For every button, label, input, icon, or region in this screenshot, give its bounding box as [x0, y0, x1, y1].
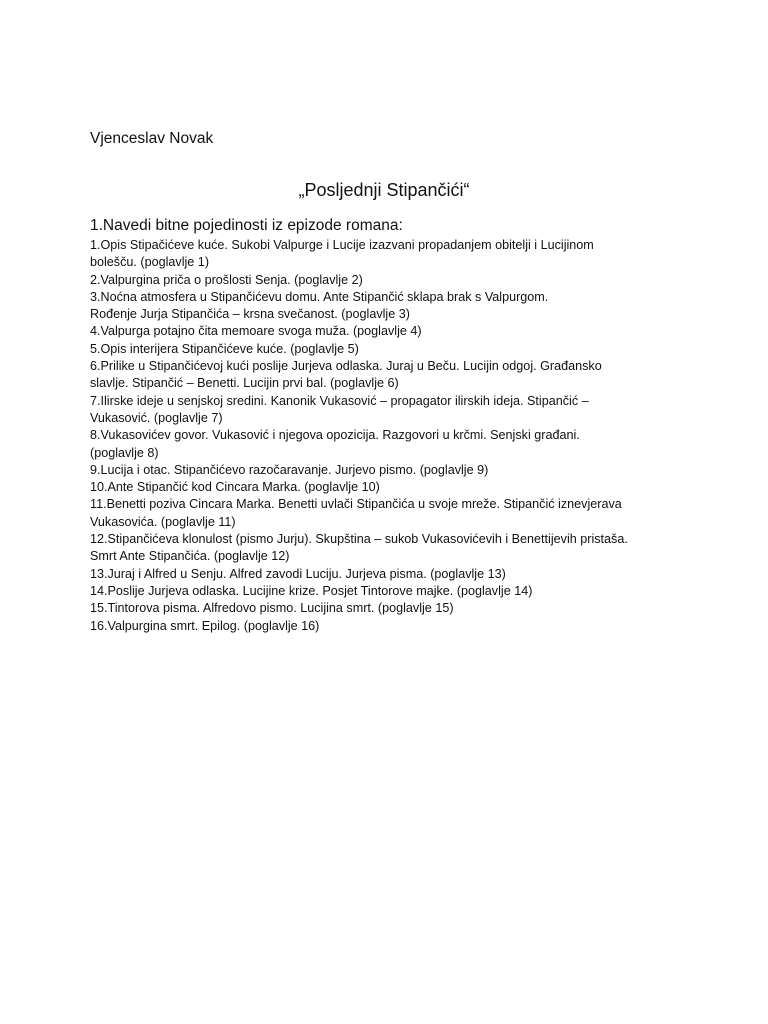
chapter-summary-item: [90, 237, 690, 272]
chapter-summary-line: 6.Prilike u Stipančićevoj kući poslije Jurjeva odlaska. Juraj u Beču. Lucijin odgoj. Građansko: [90, 359, 602, 374]
chapter-summary-line: 5.Opis interijera Stipančićeve kuće. (poglavlje 5): [90, 341, 359, 356]
chapter-summary-line: 14.Poslije Jurjeva odlaska. Lucijine krize. Posjet Tintorove majke. (poglavlje 14): [90, 583, 533, 598]
chapter-summary-line: 4.Valpurga potajno čita memoare svoga muža. (poglavlje 4): [90, 324, 422, 339]
chapter-summary-item: [90, 600, 690, 617]
chapter-summary-item: [90, 618, 690, 635]
chapter-summary-line: 2.Valpurgina priča o prošlosti Senja. (poglavlje 2): [90, 272, 363, 287]
chapter-summary-item: [90, 393, 690, 428]
chapter-summary-item: [90, 427, 690, 462]
chapter-summary-line: Vukasovića. (poglavlje 11): [90, 514, 236, 529]
chapter-summary-line: Rođenje Jurja Stipančića – krsna svečanost. (poglavlje 3): [90, 307, 410, 322]
author-name: Vjenceslav Novak: [90, 130, 214, 147]
question-heading: 1.Navedi bitne pojedinosti iz epizode romana:: [90, 217, 403, 234]
chapter-summary-item: [90, 323, 690, 340]
chapter-summary-item: [90, 272, 690, 289]
chapter-summary-line: (poglavlje 8): [90, 445, 159, 460]
chapter-summary-line: bolešču. (poglavlje 1): [90, 255, 210, 270]
chapter-summary-line: Vukasović. (poglavlje 7): [90, 410, 223, 425]
chapter-summary-line: 3.Noćna atmosfera u Stipančićevu domu. Ante Stipančić sklapa brak s Valpurgom.: [90, 289, 549, 304]
chapter-summary-line: Smrt Ante Stipančića. (poglavlje 12): [90, 549, 290, 564]
chapter-summary-line: 12.Stipančićeva klonulost (pismo Jurju). Skupština – sukob Vukasovićevih i Benettijevih pristaša.: [90, 532, 628, 547]
chapter-summary-line: 9.Lucija i otac. Stipančićevo razočaravanje. Jurjevo pismo. (poglavlje 9): [90, 462, 489, 477]
chapter-summary-item: [90, 496, 690, 531]
chapter-summary-line: 16.Valpurgina smrt. Epilog. (poglavlje 16): [90, 618, 320, 633]
chapter-summary-item: [90, 531, 690, 566]
chapter-summary-line: 8.Vukasovićev govor. Vukasović i njegova opozicija. Razgovori u krčmi. Senjski građani.: [90, 428, 580, 443]
document-title: „Posljednji Stipančići“: [298, 180, 470, 200]
chapter-summary-item: [90, 479, 690, 496]
chapter-summary-line: 15.Tintorova pisma. Alfredovo pismo. Lucijina smrt. (poglavlje 15): [90, 601, 454, 616]
chapter-summary-line: 1.Opis Stipačićeve kuće. Sukobi Valpurge i Lucije izazvani propadanjem obitelji i Lucijinom: [90, 238, 594, 252]
chapter-summary-item: [90, 289, 690, 324]
chapter-summary-item: [90, 462, 690, 479]
chapter-summary-item: [90, 341, 690, 358]
chapter-summary-item: [90, 566, 690, 583]
chapter-summary-list: [90, 237, 690, 635]
chapter-summary-line: 7.Ilirske ideje u senjskoj sredini. Kanonik Vukasović – propagator ilirskih ideja. Stipančić –: [90, 393, 589, 408]
chapter-summary-line: 11.Benetti poziva Cincara Marka. Benetti uvlači Stipančića u svoje mreže. Stipančić iznevjerava: [90, 497, 622, 512]
chapter-summary-line: 13.Juraj i Alfred u Senju. Alfred zavodi Luciju. Jurjeva pisma. (poglavlje 13): [90, 566, 506, 581]
chapter-summary-line: slavlje. Stipančić – Benetti. Lucijin prvi bal. (poglavlje 6): [90, 376, 399, 391]
chapter-summary-line: 10.Ante Stipančić kod Cincara Marka. (poglavlje 10): [90, 480, 380, 495]
chapter-summary-item: [90, 358, 690, 393]
chapter-summary-item: [90, 583, 690, 600]
